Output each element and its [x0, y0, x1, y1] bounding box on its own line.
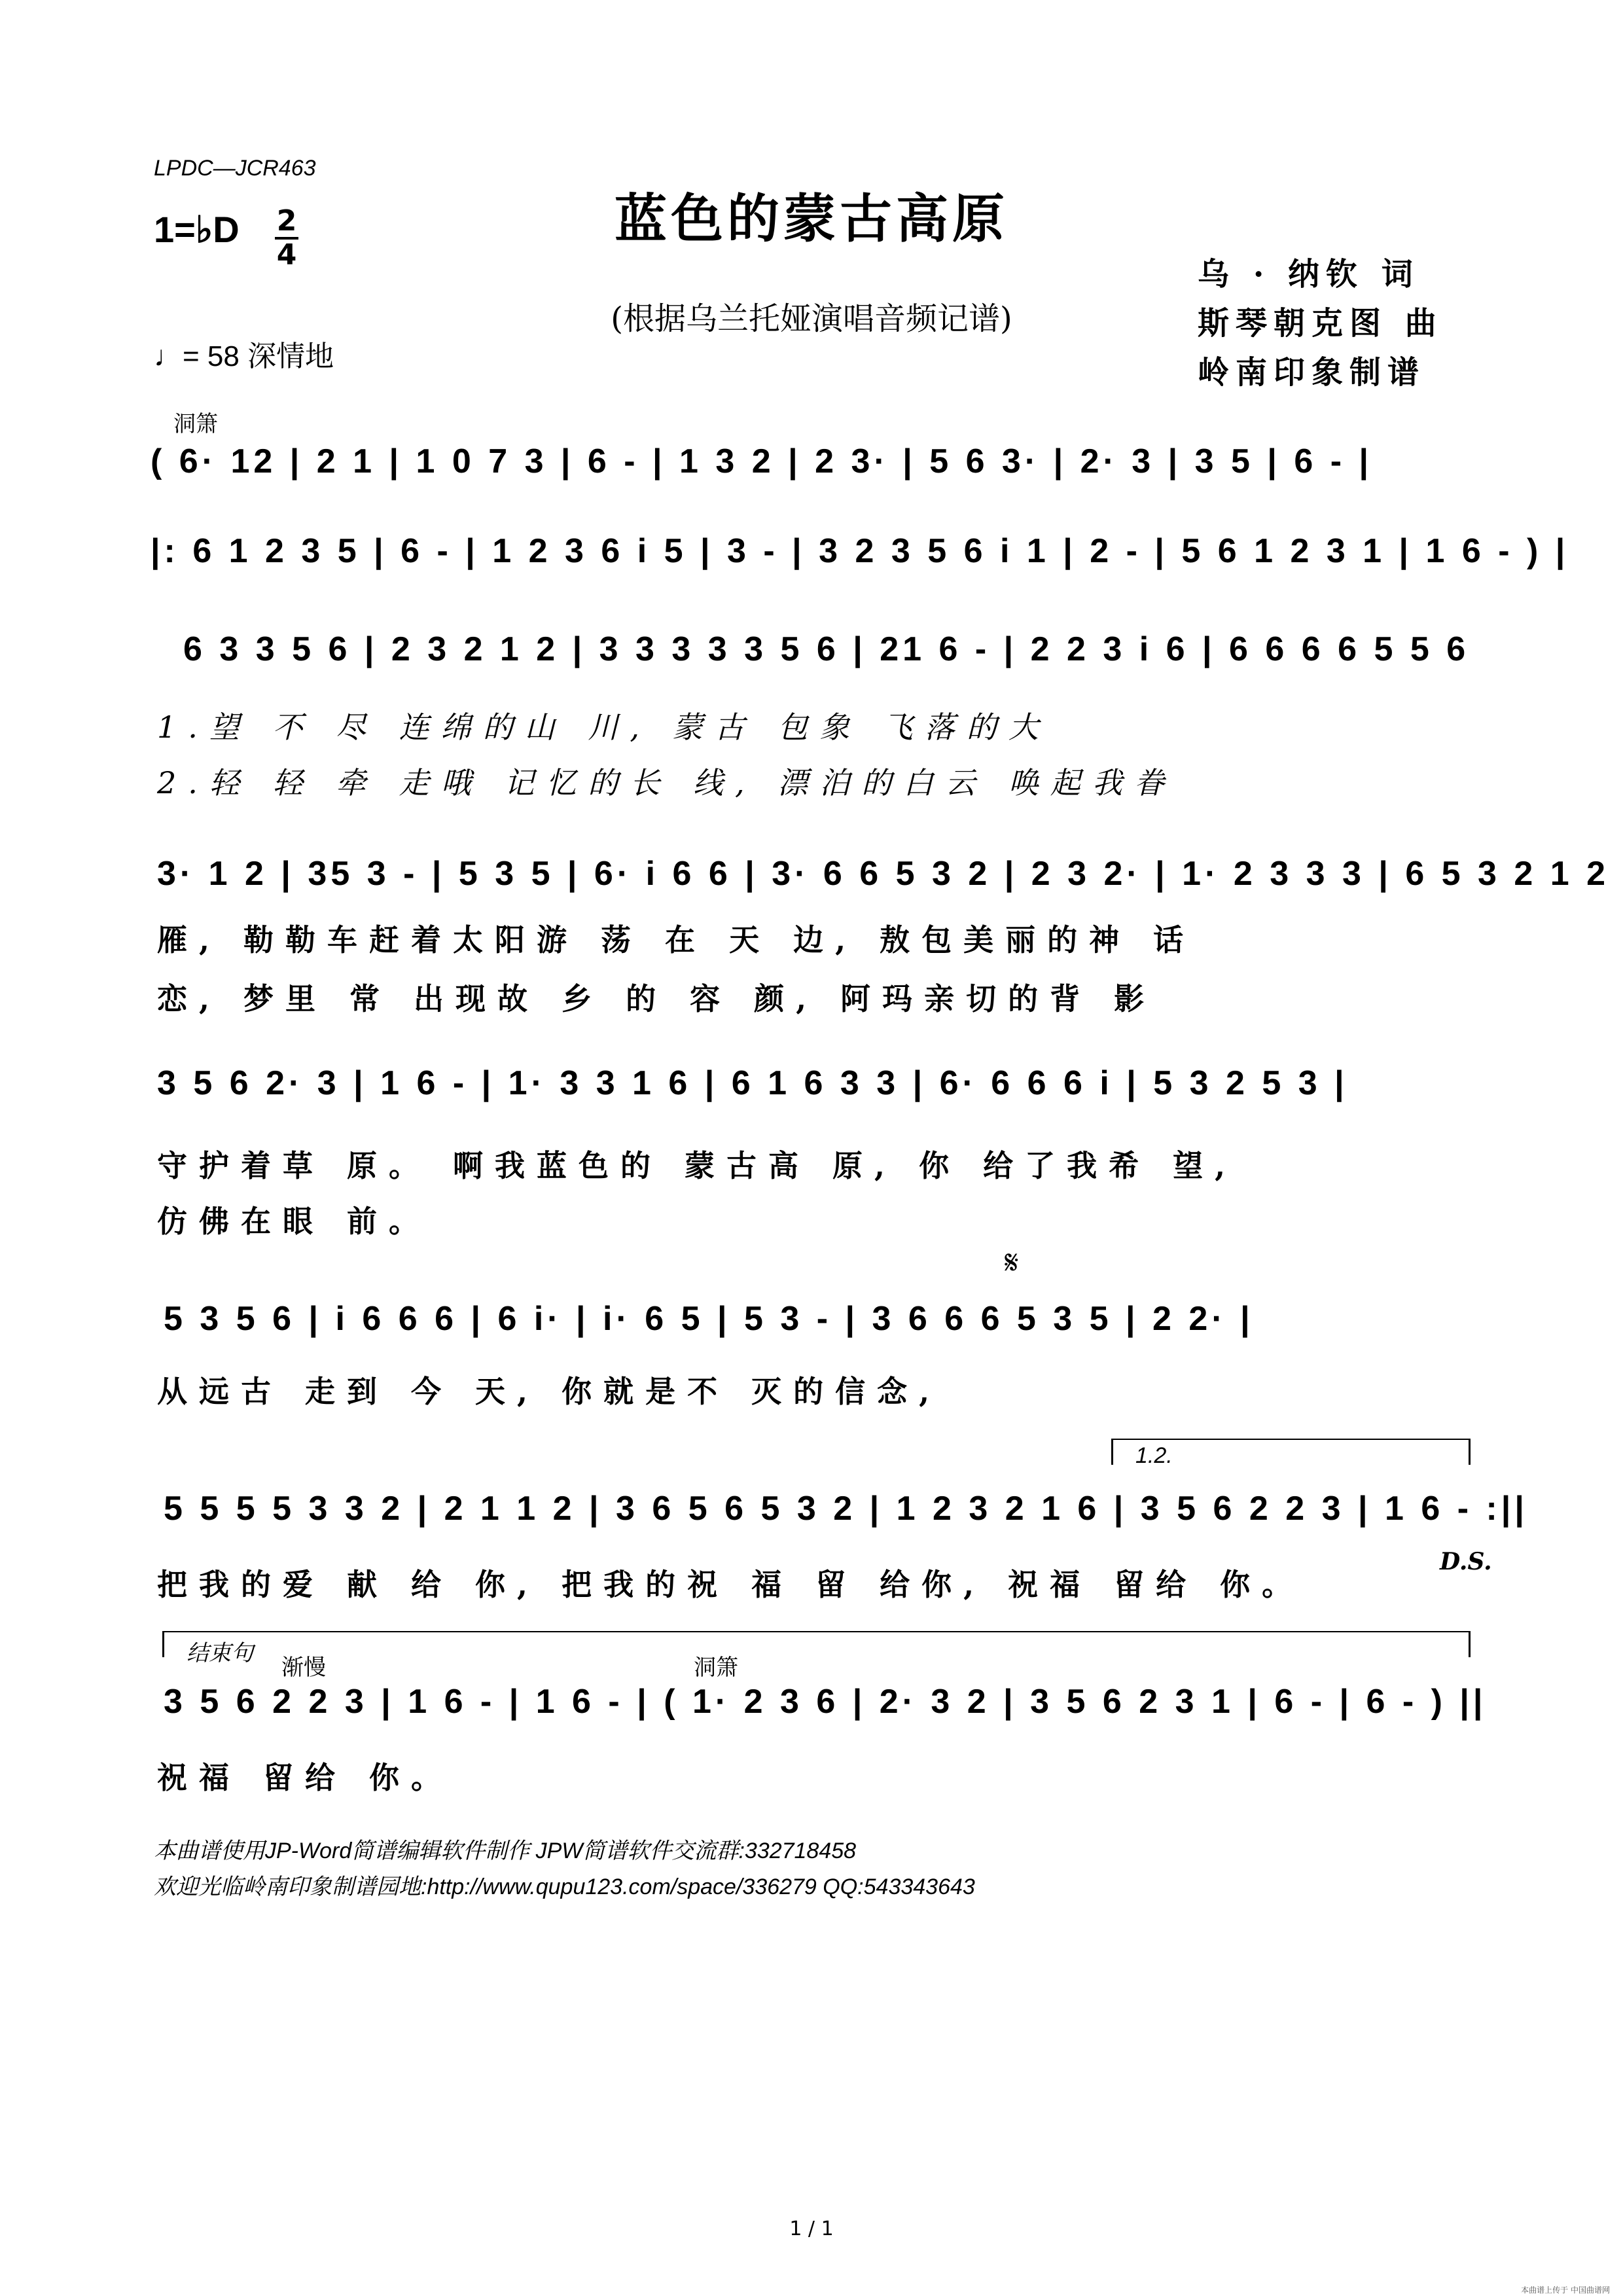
ending-bracket-right	[1469, 1631, 1471, 1657]
ritardando-label: 渐慢	[281, 1655, 326, 1680]
lyric-line-7: 把我的爱 献 给 你, 把我的祝 福 留 给你, 祝福 留给 你。	[157, 1567, 1304, 1602]
score-line-5: 3 5 6 2· 3 | 1 6 - | 1· 3 3 1 6 | 6 1 6 3 3 | 6· 6 6 6 i | 5 3 2 5 3 |	[157, 1064, 1348, 1102]
score-line-1: ( 6· 12 | 2 1 | 1 0 7 3 | 6 - | 1 3 2 | 2 3· | 5 6 3· | 2· 3 | 3 5 | 6 - |	[151, 442, 1373, 480]
instrument-label: 洞箫	[173, 412, 218, 437]
score-code: LPDC—JCR463	[154, 156, 316, 181]
score-line-6: 5 3 5 6 | i 6 6 6 | 6 i· | i· 6 5 | 5 3 - | 3 6 6 6 5 3 5 | 2 2· |	[164, 1300, 1254, 1338]
volta-bracket-left	[1111, 1439, 1113, 1465]
lyric-line-6: 从远古 走到 今 天, 你就是不 灭的信念,	[157, 1374, 942, 1409]
song-title: 蓝色的蒙古高原	[615, 188, 1008, 249]
score-line-8: 3 5 6 2 2 3 | 1 6 - | 1 6 - | ( 1· 2 3 6 | 2· 3 2 | 3 5 6 2 3 1 | 6 - | 6 - ) ||	[164, 1683, 1487, 1721]
page-number: 1 / 1	[789, 2217, 834, 2240]
score-line-2: |: 6 1 2 3 5 | 6 - | 1 2 3 6 i 5 | 3 - | 3 2 3 5 6 i 1 | 2 - | 5 6 1 2 3 1 | 1 6 - ) |	[151, 532, 1569, 570]
key-signature: 1=♭D	[154, 209, 240, 250]
time-signature: 2 4	[275, 208, 298, 268]
lyric-line-3-verse-1: 1.望 不 尽 连绵的山 川, 蒙古 包象 飞落的大	[157, 709, 1050, 745]
volta-label: 1.2.	[1135, 1443, 1173, 1468]
ending-label: 结束句	[187, 1641, 253, 1666]
lyric-line-5-verse-2: 仿佛在眼 前。	[157, 1204, 431, 1239]
lyricist-credit: 乌 · 纳钦 词	[1198, 256, 1419, 293]
upload-brand: 本曲谱上传于 中国曲谱网	[1521, 2286, 1610, 2295]
score-line-4: 3· 1 2 | 35 3 - | 5 3 5 | 6· i 6 6 | 3· 6 6 5 3 2 | 2 3 2· | 1· 2 3 3 3 | 6 5 3 2 1 2	[157, 855, 1610, 893]
score-line-3: 6 3 3 5 6 | 2 3 2 1 2 | 3 3 3 3 3 5 6 | 21 6 - | 2 2 3 i 6 | 6 6 6 6 5 5 6	[183, 630, 1470, 668]
lyric-line-4-verse-2: 恋, 梦里 常 出现故 乡 的 容 颜, 阿玛亲切的背 影	[157, 981, 1156, 1016]
arranger-credit: 岭南印象制谱	[1198, 354, 1426, 391]
tempo-marking: ♩= 58 深情地	[154, 340, 334, 372]
lyric-line-5-verse-1: 守护着草 原。 啊我蓝色的 蒙古高 原, 你 给了我希 望,	[157, 1148, 1238, 1183]
score-line-7: 5 5 5 5 3 3 2 | 2 1 1 2 | 3 6 5 6 5 3 2 | 1 2 3 2 1 6 | 3 5 6 2 2 3 | 1 6 - :||	[164, 1490, 1528, 1528]
lyric-line-8: 祝福 留给 你。	[157, 1760, 454, 1795]
instrument-label-ending: 洞箫	[694, 1655, 738, 1680]
volta-bracket-right	[1469, 1439, 1471, 1465]
composer-credit: 斯琴朝克图 曲	[1198, 305, 1443, 342]
volta-bracket	[1111, 1439, 1470, 1440]
segno-sign: 𝄋	[1005, 1244, 1019, 1282]
footer-website-note: 欢迎光临岭南印象制谱园地:http://www.qupu123.com/space/336279 QQ:543343643	[154, 1874, 975, 1899]
lyric-line-4-verse-1: 雁, 勒勒车赶着太阳游 荡 在 天 边, 敖包美丽的神 话	[157, 922, 1196, 958]
ds-marking: D.S.	[1440, 1548, 1492, 1575]
footer-software-note: 本曲谱使用JP-Word简谱编辑软件制作 JPW简谱软件交流群:332718458	[154, 1839, 857, 1863]
lyric-line-3-verse-2: 2.轻 轻 牵 走哦 记忆的长 线, 漂泊的白云 唤起我眷	[157, 765, 1176, 800]
ending-bracket-left	[162, 1631, 164, 1657]
song-subtitle: (根据乌兰托娅演唱音频记谱)	[611, 300, 1012, 337]
ending-bracket	[162, 1631, 1470, 1632]
